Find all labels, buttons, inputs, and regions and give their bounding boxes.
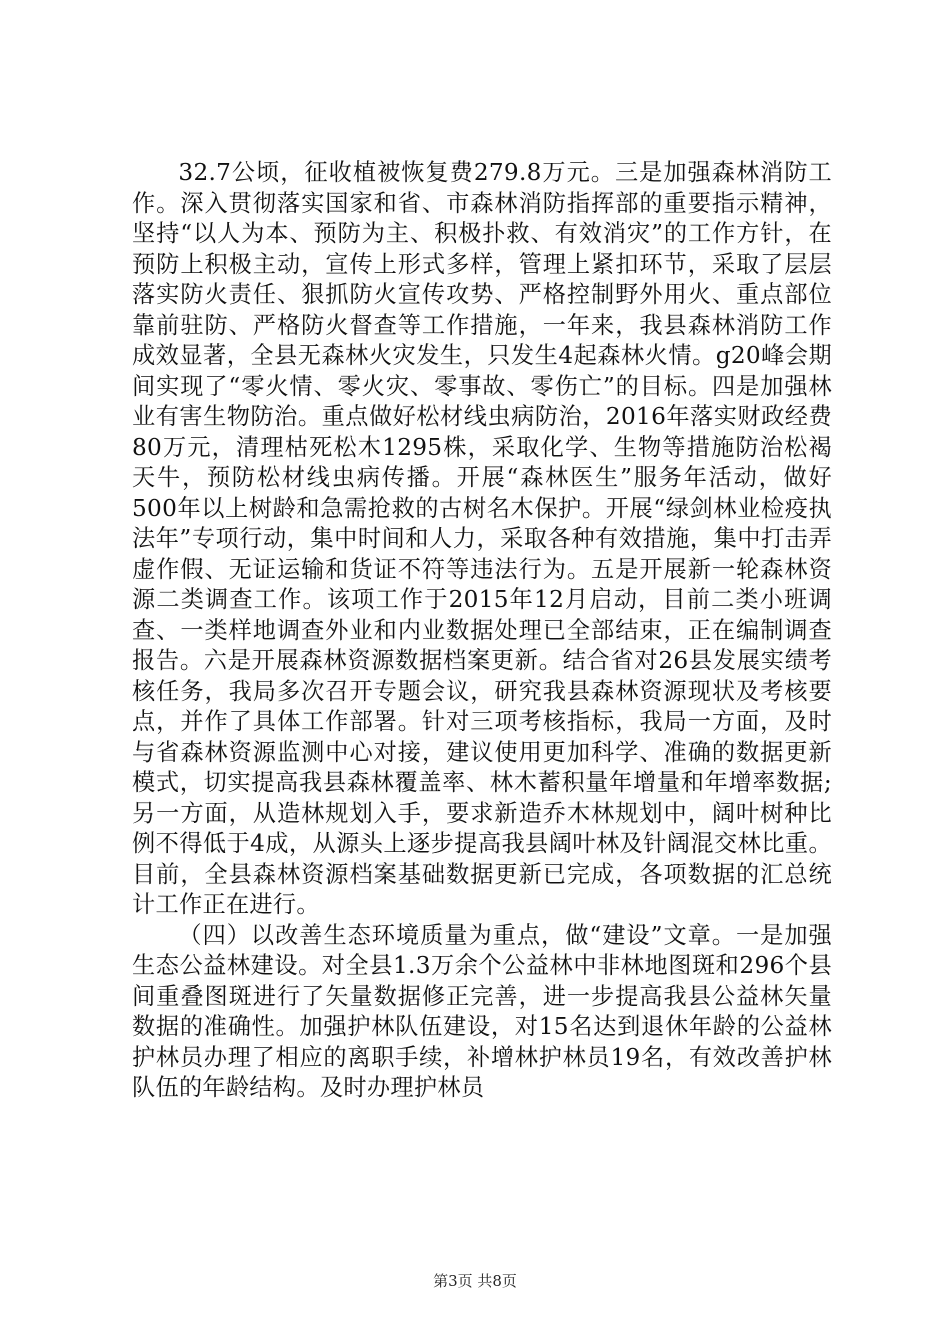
paragraph: 32.7公顷，征收植被恢复费279.8万元。三是加强森林消防工作。深入贯彻落实国家和省、市森林消防指挥部的重要指示精神，坚持“以人为本、预防为主、积极扑救、有效消灾”的工作方针，在预防上积极主动，宣传上形式多样，管理上紧扣环节，采取了层层落实防火责任、狠抓防火宣传攻势、严格控制野外用火、重点部位靠前驻防、严格防火督查等工作措施，一年来，我县森林消防工作成效显著，全县无森林火灾发生，只发生4起森林火情。g20峰会期间实现了“零火情、零火灾、零事故、零伤亡”的目标。四是加强林业有害生物防治。重点做好松材线虫病防治，2016年落实财政经费80万元，清理枯死松木1295株，采取化学、生物等措施防治松褐天牛，预防松材线虫病传播。开展“森林医生”服务年活动，做好500年以上树龄和急需抢救的古树名木保护。开展“绿剑林业检疫执法年”专项行动，集中时间和人力，采取各种有效措施，集中打击弄虚作假、无证运输和货证不符等违法行为。五是开展新一轮森林资源二类调查工作。该项工作于2015年12月启动，目前二类小班调查、一类样地调查外业和内业数据处理已全部结束，正在编制调查报告。六是开展森林资源数据档案更新。结合省对26县发展实绩考核任务，我局多次召开专题会议，研究我县森林资源现状及考核要点，并作了具体工作部署。针对三项考核指标，我局一方面，及时与省森林资源监测中心对接，建议使用更加科学、准确的数据更新模式，切实提高我县森林覆盖率、林木蓄积量年增量和年增率数据;另一方面，从造林规划入手，要求新造乔木林规划中，阔叶树种比例不得低于4成，从源头上逐步提高我县阔叶林及针阔混交林比重。目前，全县森林资源档案基础数据更新已完成，各项数据的汇总统计工作正在进行。 <box>132 159 832 918</box>
paragraph: （四）以改善生态环境质量为重点，做“建设”文章。一是加强生态公益林建设。对全县1.3万余个公益林中非林地图斑和296个县间重叠图斑进行了矢量数据修正完善，进一步提高我县公益林矢量数据的准确性。加强护林队伍建设，对15名达到退休年龄的公益林护林员办理了相应的离职手续，补增林护林员19名，有效改善护林队伍的年龄结构。及时办理护林员 <box>132 921 832 1101</box>
page-footer: 第3页 共8页 <box>433 1272 517 1290</box>
document-body <box>132 158 832 1104</box>
